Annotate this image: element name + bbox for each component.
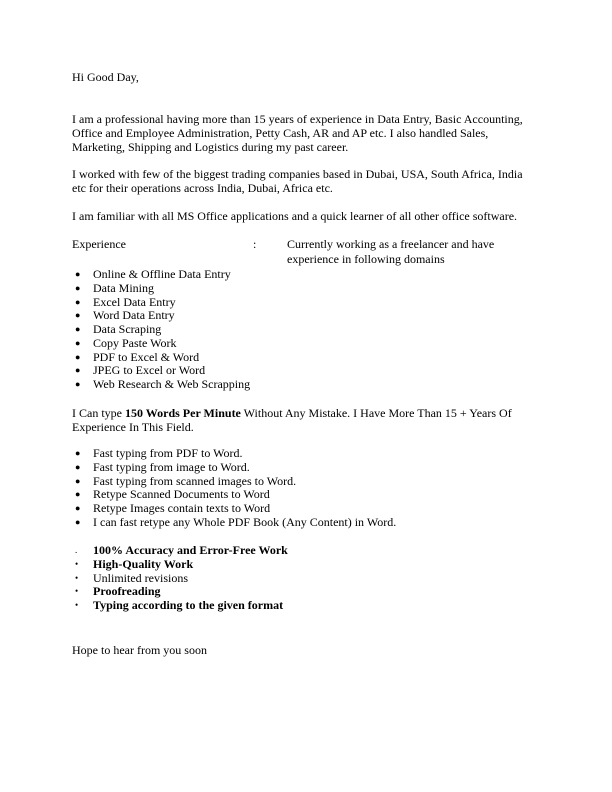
- typing-services-list: [72, 447, 396, 530]
- bullet-icon: ●: [75, 269, 81, 279]
- bullet-icon: ●: [75, 296, 81, 307]
- list-item: • High-Quality Work: [75, 556, 194, 571]
- bullet-icon: •: [75, 558, 79, 569]
- bullet-icon: •: [75, 600, 79, 610]
- typing-speed-paragraph: I Can type 150 Words Per Minute Without Any Mistake. I Have More Than 15 + Years Of Experience In This Field.: [72, 406, 512, 434]
- bullet-icon: ●: [75, 351, 81, 362]
- list-item: • Proofreading: [75, 584, 161, 599]
- list-item: ● I can fast retype any Whole PDF Book (Any Content) in Word.: [75, 514, 397, 529]
- experience-row: [72, 237, 532, 267]
- list-item: • Unlimited revisions: [75, 570, 188, 585]
- experience-label: Experience: [72, 237, 126, 251]
- ms-office-paragraph: I am familiar with all MS Office applications and a quick learner of all other office software.: [72, 209, 518, 223]
- intro-paragraph: I am a professional having more than 15 years of experience in Data Entry, Basic Accounting, Office and Employee Administration, Petty Cash, AR and AP etc. I also handled Sales, Marketing, Shipping and Logistics during my past career.: [72, 112, 523, 154]
- experience-value: Currently working as a freelancer and have experience in following domains: [287, 237, 495, 266]
- greeting: Hi Good Day,: [72, 70, 139, 84]
- list-item: ● Data Scraping: [75, 322, 162, 336]
- bullet-icon: ●: [75, 475, 81, 486]
- bullet-icon: ●: [75, 324, 81, 334]
- list-item: • Typing according to the given format: [75, 598, 284, 612]
- bullet-icon: •: [75, 572, 79, 583]
- list-item: ● Fast typing from image to Word.: [75, 459, 250, 474]
- bullet-icon: ●: [75, 461, 81, 472]
- bullet-icon: ●: [75, 282, 81, 293]
- typing-speed-emphasis: 150 Words Per Minute: [125, 406, 241, 420]
- bullet-icon: ●: [75, 516, 81, 527]
- list-item: ● Data Mining: [75, 280, 154, 295]
- list-item: ● Fast typing from PDF to Word.: [75, 446, 243, 460]
- bullet-icon: ●: [75, 337, 81, 348]
- list-item: ● Web Research & Web Scrapping: [75, 377, 251, 391]
- list-item: ● JPEG to Excel or Word: [75, 363, 206, 378]
- bullet-icon: ●: [75, 448, 81, 458]
- list-item: ● Retype Scanned Documents to Word: [75, 487, 270, 502]
- list-item: ● Online & Offline Data Entry: [75, 267, 231, 281]
- closing-line: Hope to hear from you soon: [72, 643, 207, 657]
- quality-list: [72, 544, 288, 613]
- bullet-icon: ●: [75, 503, 81, 513]
- list-item: ● Retype Images contain texts to Word: [75, 501, 271, 515]
- experience-colon: :: [253, 237, 257, 251]
- bullet-icon: •: [75, 586, 79, 597]
- bullet-icon: ●: [75, 365, 81, 376]
- list-item: ● Excel Data Entry: [75, 294, 176, 309]
- list-item: ● Copy Paste Work: [75, 335, 177, 350]
- list-item: ● Fast typing from scanned images to Word.: [75, 473, 297, 488]
- trading-paragraph: I worked with few of the biggest trading companies based in Dubai, USA, South Africa, India etc for their operations across India, Dubai, Africa etc.: [72, 167, 523, 195]
- list-item: . 100% Accuracy and Error-Free Work: [75, 543, 288, 557]
- domain-list: [72, 268, 250, 392]
- list-item: ● PDF to Excel & Word: [75, 349, 200, 364]
- bullet-icon: ●: [75, 310, 81, 321]
- bullet-icon: ●: [75, 489, 81, 500]
- list-item: ● Word Data Entry: [75, 308, 175, 323]
- marker: .: [75, 545, 78, 555]
- bullet-icon: ●: [75, 379, 81, 389]
